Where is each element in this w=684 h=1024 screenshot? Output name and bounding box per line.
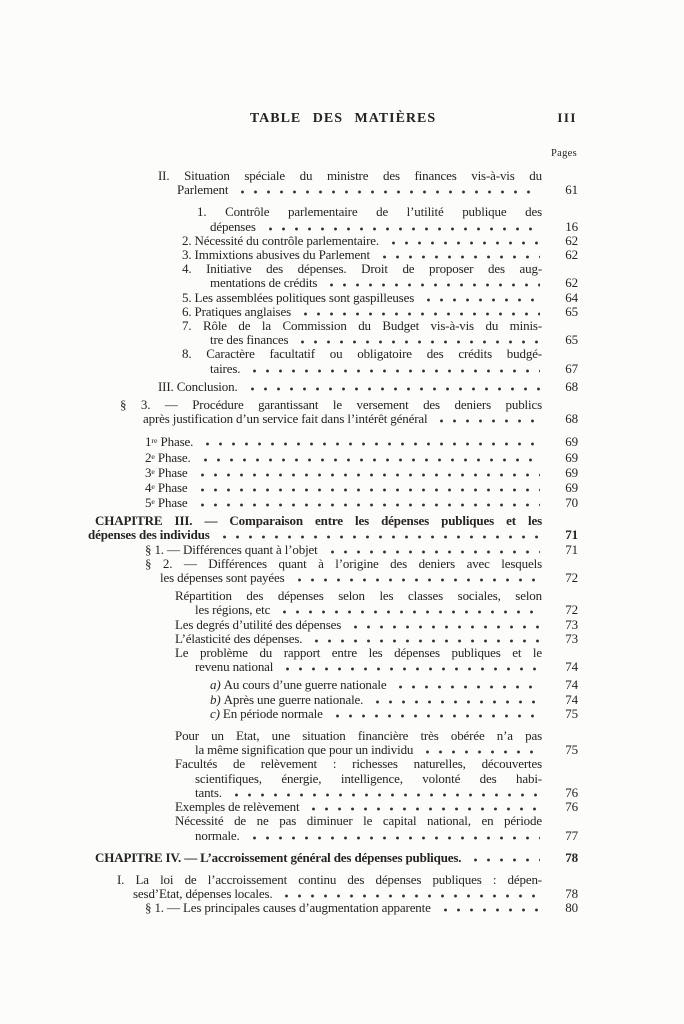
- toc-line-with-page: [88, 887, 578, 901]
- toc-line-with-page: [88, 450, 578, 465]
- toc-entry-text: [182, 234, 379, 248]
- page-number: 69: [565, 464, 578, 480]
- page-number: 69: [565, 449, 578, 465]
- toc-entry-text: [195, 660, 273, 674]
- toc-list: [88, 169, 578, 916]
- text-fragment: III. Conclusion.: [158, 378, 238, 394]
- dot-leader: [264, 227, 540, 231]
- text-fragment: 5. Les assemblées politiques sont gaspilleuses: [182, 289, 415, 305]
- text-fragment: Phase: [154, 464, 188, 480]
- toc-entry-text: [145, 480, 188, 495]
- toc-line-with-page: [88, 305, 578, 319]
- toc-entry: [88, 707, 578, 721]
- text-fragment: Facultés de relèvement : richesses naturelles, découvertes: [175, 756, 542, 772]
- dot-leader: [246, 387, 540, 391]
- toc-entry-text: [210, 693, 363, 707]
- toc-line-with-page: [88, 693, 578, 707]
- toc-entry: [88, 800, 578, 814]
- dot-leader: [371, 700, 540, 704]
- toc-line-with-page: [88, 220, 578, 234]
- toc-line-with-page: [88, 480, 578, 495]
- toc-entry-text: [195, 743, 413, 757]
- toc-entry: [88, 248, 578, 262]
- toc-line-with-page: [88, 901, 578, 915]
- dot-leader: [201, 442, 540, 446]
- text-fragment: § 2. — Différences quant à l’origine des deniers avec lesquels: [145, 555, 542, 571]
- page-number: 62: [565, 232, 578, 248]
- dot-leader: [439, 908, 540, 912]
- page-number: 75: [565, 742, 578, 758]
- toc-entry: [88, 169, 578, 197]
- dot-leader: [325, 283, 540, 287]
- page-number: 73: [565, 630, 578, 646]
- toc-entry-text: [145, 901, 431, 915]
- dot-leader: [326, 550, 540, 554]
- toc-line: [88, 514, 542, 528]
- dot-leader: [278, 610, 540, 614]
- dot-leader: [218, 535, 540, 539]
- page-number: 74: [565, 659, 578, 675]
- dot-leader: [196, 488, 540, 492]
- toc-line-with-page: [88, 434, 578, 449]
- text-fragment: 2: [145, 449, 152, 465]
- dot-leader: [394, 685, 540, 689]
- page-number: 69: [565, 479, 578, 495]
- toc-entry-text: [175, 588, 542, 603]
- page-number: 78: [565, 849, 578, 865]
- ordinal-superscript: e: [151, 481, 155, 491]
- toc-entry-text: [195, 786, 222, 800]
- toc-entry-text: [145, 465, 188, 480]
- toc-entry-text: [177, 183, 228, 197]
- page-number: 74: [565, 691, 578, 707]
- toc-line-with-page: [88, 291, 578, 305]
- dot-leader: [296, 340, 540, 344]
- toc-entry-text: [175, 813, 542, 828]
- text-fragment: § 1. — Les principales causes d’augmentation apparente: [145, 900, 431, 916]
- toc-line-with-page: [88, 362, 578, 376]
- page-number: 62: [565, 275, 578, 291]
- toc-entry-text: [95, 851, 461, 865]
- dot-leader: [421, 750, 540, 754]
- toc-entry: [88, 319, 578, 347]
- toc-line-with-page: [88, 543, 578, 557]
- page-number: 74: [565, 677, 578, 693]
- text-fragment: 4. Initiative des dépenses. Droit de proposer des aug-: [182, 261, 542, 277]
- toc-entry-text: [175, 632, 302, 646]
- toc-line: [88, 557, 542, 571]
- pages-column-label: Pages: [551, 148, 577, 159]
- toc-entry: [88, 434, 578, 449]
- toc-line-with-page: [88, 183, 578, 197]
- toc-line-with-page: [88, 495, 578, 510]
- text-fragment: Phase: [154, 495, 188, 511]
- text-fragment: 3: [145, 464, 152, 480]
- toc-line: [88, 398, 542, 412]
- page-number: 67: [565, 360, 578, 376]
- dot-leader: [293, 578, 540, 582]
- text-fragment: les dépenses sont payées: [160, 570, 285, 586]
- dot-leader: [248, 369, 540, 373]
- toc-line-with-page: [88, 829, 578, 843]
- text-fragment: CHAPITRE IV. — L’accroissement général des dépenses publiques.: [95, 849, 462, 865]
- toc-line-with-page: [88, 465, 578, 480]
- text-fragment: Exemples de relèvement: [175, 799, 300, 815]
- toc-entry: [88, 291, 578, 305]
- toc-entry: [88, 205, 578, 233]
- toc-entry-text: [195, 603, 270, 617]
- page-number: 77: [565, 827, 578, 843]
- page-number: 76: [565, 799, 578, 815]
- toc-line-with-page: [88, 528, 578, 542]
- text-fragment: revenu national: [195, 659, 274, 675]
- text-fragment: dépenses des individus: [88, 527, 210, 543]
- toc-line-with-page: [88, 707, 578, 721]
- dot-leader: [307, 807, 540, 811]
- toc-entry: [88, 398, 578, 426]
- toc-line: [88, 347, 542, 361]
- text-fragment: En période normale: [222, 705, 323, 721]
- text-fragment: après justification d’un service fait dans l’intérêt général: [143, 411, 428, 427]
- toc-line-with-page: [88, 412, 578, 426]
- text-fragment: § 1. — Différences quant à l’objet: [145, 541, 318, 557]
- text-fragment: Après une guerre nationale.: [223, 691, 364, 707]
- page-number: 70: [565, 495, 578, 511]
- ordinal-superscript: re: [151, 436, 158, 446]
- toc-entry-text: [88, 528, 210, 542]
- toc-entry: [88, 480, 578, 495]
- text-fragment: tants.: [195, 784, 222, 800]
- toc-entry-text: [175, 728, 542, 743]
- text-fragment: dépenses: [210, 218, 256, 234]
- dot-leader: [196, 503, 540, 507]
- dot-leader: [378, 255, 540, 259]
- dot-leader: [349, 625, 540, 629]
- text-fragment: Répartition des dépenses selon les classes sociales, selon: [175, 588, 542, 604]
- page-number: 16: [565, 218, 578, 234]
- text-fragment: Phase.: [154, 449, 191, 465]
- toc-line-with-page: [88, 333, 578, 347]
- text-fragment: 7. Rôle de la Commission du Budget vis-à-vis du minis-: [182, 318, 542, 334]
- toc-entry-text: [145, 556, 542, 571]
- folio-number: III: [557, 110, 577, 125]
- text-fragment: normale.: [195, 827, 240, 843]
- toc-entry: [88, 234, 578, 248]
- toc-entry-text: [197, 204, 542, 219]
- dot-leader: [281, 667, 540, 671]
- text-fragment: 1: [145, 434, 152, 450]
- toc-entry-text: [145, 495, 188, 510]
- page-number: 65: [565, 303, 578, 319]
- toc-line-with-page: [88, 234, 578, 248]
- text-fragment: 6. Pratiques anglaises: [182, 303, 291, 319]
- toc-line: [88, 646, 542, 660]
- dot-leader: [248, 836, 540, 840]
- page-number: 76: [565, 784, 578, 800]
- toc-entry-text: [210, 333, 288, 347]
- toc-entry: [88, 347, 578, 375]
- dot-leader: [299, 312, 540, 316]
- text-fragment: Les degrés d’utilité des dépenses: [175, 616, 342, 632]
- text-fragment: I. La loi de l’accroissement continu des dépenses publiques : dépen-: [117, 871, 542, 887]
- toc-line: [88, 262, 542, 276]
- toc-entry: [88, 465, 578, 480]
- toc-entry-text: [175, 800, 299, 814]
- dot-leader: [310, 639, 540, 643]
- text-fragment: Pour un Etat, une situation financière très obérée n’a pas: [175, 728, 542, 744]
- toc-entry: [88, 305, 578, 319]
- running-head: [88, 0, 578, 127]
- toc-line-with-page: [88, 800, 578, 814]
- toc-line-with-page: [88, 603, 578, 617]
- toc-entry-text: [210, 707, 323, 721]
- page-number: 78: [565, 886, 578, 902]
- toc-entry: [88, 450, 578, 465]
- page-number: 73: [565, 616, 578, 632]
- toc-line: [88, 814, 542, 828]
- ordinal-superscript: e: [151, 497, 155, 507]
- text-fragment: tre des finances: [210, 332, 289, 348]
- toc-line-with-page: [88, 380, 578, 394]
- dot-leader: [469, 858, 540, 862]
- toc-line: [88, 772, 542, 786]
- toc-entry-text: [210, 220, 256, 234]
- toc-line-with-page: [88, 571, 578, 585]
- italic-list-letter: b): [210, 691, 224, 707]
- dot-leader: [230, 793, 540, 797]
- dot-leader: [331, 714, 540, 718]
- text-fragment: 5: [145, 495, 152, 511]
- text-fragment: les régions, etc: [195, 602, 271, 618]
- toc-line: [88, 873, 542, 887]
- toc-entry-text: [210, 276, 317, 290]
- page-number: 65: [565, 332, 578, 348]
- text-fragment: scientifiques, énergie, intelligence, volonté des habi-: [195, 770, 542, 786]
- italic-list-letter: a): [210, 677, 224, 693]
- toc-entry: [88, 380, 578, 394]
- toc-line: [88, 589, 542, 603]
- text-fragment: taires.: [210, 360, 241, 376]
- toc-entry: [88, 901, 578, 915]
- text-fragment: L’élasticité des dépenses.: [175, 630, 303, 646]
- text-fragment: II. Situation spéciale du ministre des finances vis-à-vis du: [158, 168, 542, 183]
- dot-leader: [387, 241, 540, 245]
- toc-entry: [88, 589, 578, 617]
- page-number: 72: [565, 602, 578, 618]
- ordinal-superscript: e: [151, 466, 155, 476]
- toc-entry-text: [145, 450, 191, 465]
- toc-entry-text: [158, 380, 238, 394]
- toc-line-with-page: [88, 743, 578, 757]
- toc-entry-text: [117, 872, 542, 887]
- text-fragment: Au cours d’une guerre nationale: [223, 677, 387, 693]
- toc-entry: [88, 618, 578, 632]
- toc-entry-text: [175, 618, 341, 632]
- page-number: 71: [565, 541, 578, 557]
- toc-line: [88, 169, 542, 183]
- toc-entry: [88, 873, 578, 901]
- ordinal-superscript: e: [151, 451, 155, 461]
- toc-line-with-page: [88, 618, 578, 632]
- toc-entry-text: [182, 305, 291, 319]
- toc-entry-text: [160, 571, 285, 585]
- toc-entry-text: [182, 291, 414, 305]
- toc-entry-text: [182, 261, 542, 276]
- toc-line-with-page: [88, 276, 578, 290]
- toc-line: [103, 205, 542, 219]
- toc-line-with-page: [88, 786, 578, 800]
- dot-leader: [196, 473, 540, 477]
- toc-line-with-page: [88, 660, 578, 674]
- toc-line: [88, 729, 542, 743]
- page-number: 68: [565, 411, 578, 427]
- toc-entry-text: [182, 346, 542, 361]
- dot-leader: [236, 190, 540, 194]
- toc-entry-text: [145, 434, 193, 449]
- text-fragment: 3. Immixtions abusives du Parlement: [182, 247, 370, 263]
- toc-entry-text: [133, 887, 272, 901]
- text-fragment: § 3. — Procédure garantissant le versement des deniers publics: [120, 397, 542, 413]
- toc-entry-text: [195, 829, 240, 843]
- text-fragment: la même signification que pour un individu: [195, 742, 414, 758]
- dot-leader: [435, 419, 540, 423]
- text-fragment: Phase.: [157, 434, 194, 450]
- toc-entry-text: [145, 543, 318, 557]
- toc-entry: [88, 514, 578, 542]
- toc-entry-text: [182, 318, 542, 333]
- toc-line-with-page: [88, 851, 578, 865]
- toc-line-with-page: [88, 632, 578, 646]
- text-fragment: 2. Nécessité du contrôle parlementaire.: [182, 232, 380, 248]
- toc-entry-text: [210, 362, 240, 376]
- toc-entry: [88, 678, 578, 692]
- page-number: 61: [565, 182, 578, 198]
- toc-entry: [88, 851, 578, 865]
- toc-entry-text: [195, 771, 542, 786]
- toc-entry-text: [182, 248, 370, 262]
- text-fragment: sesd’Etat, dépenses locales.: [133, 886, 273, 902]
- text-fragment: Nécessité de ne pas diminuer le capital national, en période: [175, 813, 542, 829]
- toc-entry-text: [175, 756, 542, 771]
- toc-entry-text: [175, 645, 542, 660]
- toc-entry: [88, 557, 578, 585]
- toc-entry: [88, 693, 578, 707]
- dot-leader: [280, 894, 540, 898]
- text-fragment: 4: [145, 479, 152, 495]
- toc-entry-text: [210, 678, 386, 692]
- toc-entry-text: [158, 168, 542, 183]
- toc-entry: [88, 814, 578, 842]
- page-title: TABLE DES MATIÈRES: [249, 111, 437, 126]
- text-fragment: CHAPITRE III. — Comparaison entre les dépenses publiques et les: [95, 513, 542, 529]
- toc-entry: [88, 757, 578, 800]
- page-number: 72: [565, 570, 578, 586]
- page-content: [88, 0, 578, 916]
- dot-leader: [422, 298, 540, 302]
- page-number: 75: [565, 705, 578, 721]
- toc-entry: [88, 495, 578, 510]
- toc-entry-text: [95, 513, 542, 528]
- toc-entry: [88, 543, 578, 557]
- toc-entry: [88, 262, 578, 290]
- text-fragment: Phase: [154, 479, 188, 495]
- dot-leader: [199, 458, 540, 462]
- toc-entry-text: [120, 397, 542, 412]
- toc-line-with-page: [88, 678, 578, 692]
- text-fragment: 1. Contrôle parlementaire de l’utilité publique des: [197, 204, 542, 220]
- page-number: 80: [565, 900, 578, 916]
- toc-line: [88, 319, 542, 333]
- page-number: 71: [565, 527, 578, 543]
- toc-entry-text: [143, 412, 427, 426]
- page-number: 68: [565, 378, 578, 394]
- toc-entry: [88, 632, 578, 646]
- toc-line: [88, 757, 542, 771]
- page-number: 64: [565, 289, 578, 305]
- toc-line-with-page: [88, 248, 578, 262]
- text-fragment: 8. Caractère facultatif ou obligatoire des crédits budgé-: [182, 346, 542, 362]
- text-fragment: mentations de crédits: [210, 275, 318, 291]
- page-number: 69: [565, 434, 578, 450]
- text-fragment: Le problème du rapport entre les dépenses publiques et le: [175, 645, 542, 661]
- toc-entry: [88, 729, 578, 757]
- toc-entry: [88, 646, 578, 674]
- page-number: 62: [565, 247, 578, 263]
- italic-list-letter: c): [210, 705, 223, 721]
- text-fragment: Parlement: [177, 182, 229, 198]
